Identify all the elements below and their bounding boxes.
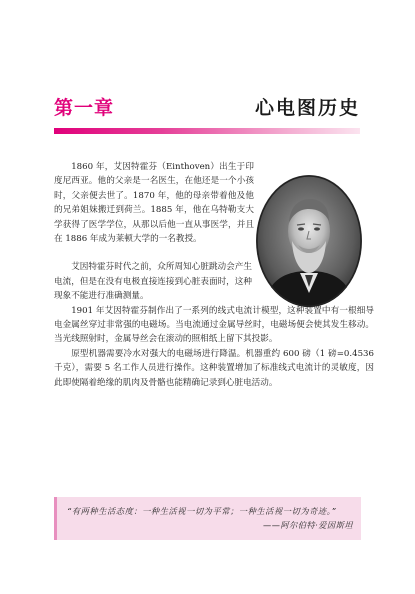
quote-author: ——阿尔伯特·爱因斯坦 [263, 520, 353, 530]
paragraph-galvanometer [54, 260, 374, 346]
title-divider [54, 128, 360, 134]
chapter-number: 第一章 [54, 97, 115, 119]
paragraph-prototype: 原型机器需要冷水对强大的电磁场进行降温。机器重约 600 磅（1 磅=0.4536 千克），需要 5 名工作人员进行操作。这种装置增加了标准线式电流计的灵敏度，因此即使隔着绝缘的肌肉及骨骼也能精确记录到心脏电活动。 [54, 348, 374, 388]
paragraph-galvanometer-part2: 1901 年艾因特霍芬制作出了一系列的线式电流计模型，这种装置中有一根细导电金属丝穿过非常强的电磁场。当电流通过金属导丝时，电磁场便会使其发生移动。当光线照射时，金属导丝会在滚动的照相纸上留下其投影。 [54, 305, 374, 345]
chapter-title: 心电图历史 [254, 97, 360, 119]
paragraph-galvanometer-part1: 艾因特霍芬时代之前，众所周知心脏跳动会产生电流，但是在没有电极直接连接到心脏表面时，这种现象不能进行准确测量。 [54, 262, 252, 302]
article-body [54, 160, 374, 390]
quote-text: “有两种生活态度：一种生活视一切为平常；一种生活视一切为奇迹。” [67, 506, 337, 516]
quote-box [54, 497, 361, 540]
paragraph-biography: 1860 年，艾因特霍芬（Einthoven）出生于印度尼西亚。他的父亲是一名医生，在他还是一个小孩时，父亲便去世了。1870 年，他的母亲带着他及他的兄弟姐妹搬迁到荷兰。1885 年，他在乌特勒支大学获得了医学学位，从那以后他一直从事医学，并且在 1886 年成为莱顿大学的一名教授。 [54, 162, 254, 245]
